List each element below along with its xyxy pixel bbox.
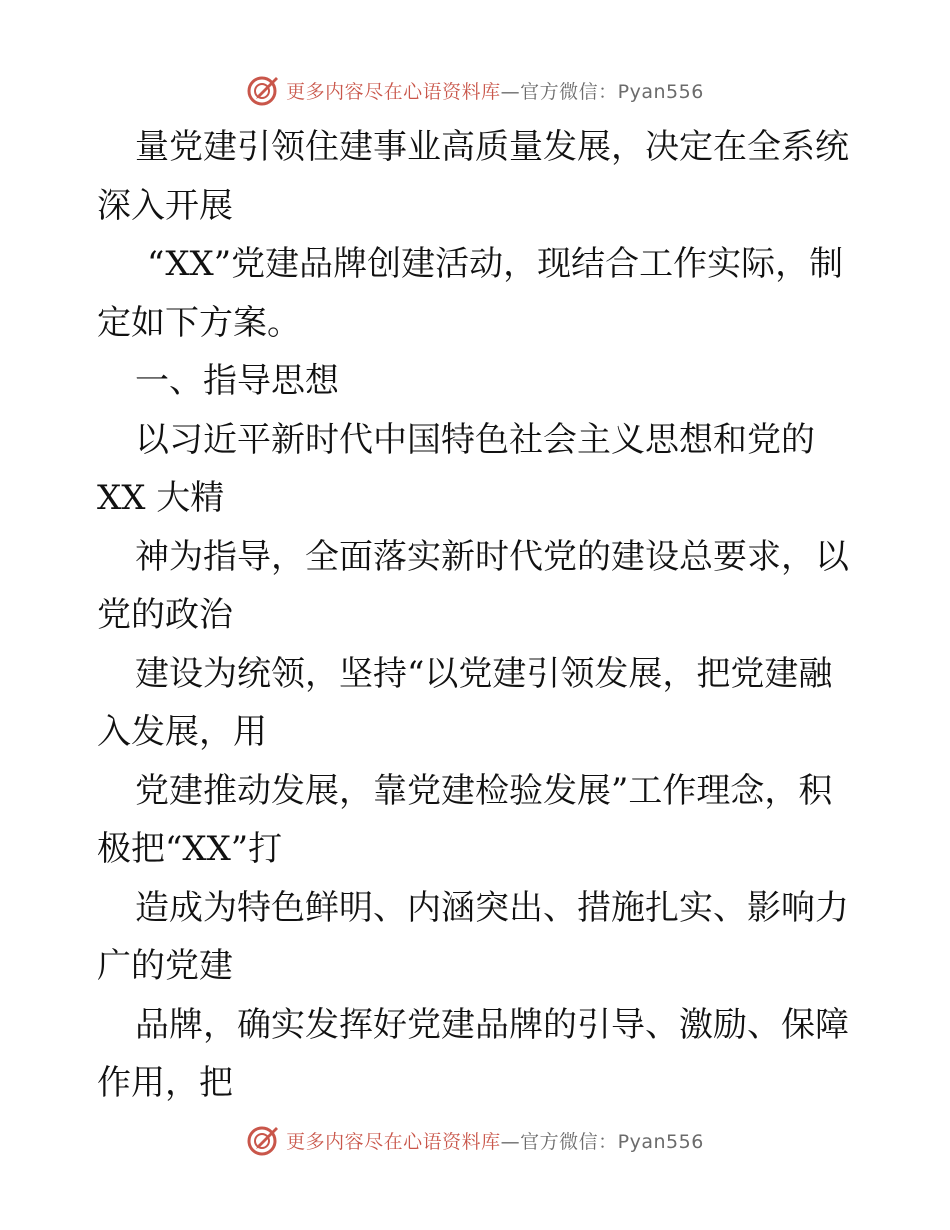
quill-logo-icon [246,1123,280,1157]
header-banner-text: 更多内容尽在心语资料库—官方微信：Pyan556 [286,80,704,103]
body-line: 入发展，用 [97,712,267,752]
body-line: 神为指导，全面落实新时代党的建设总要求，以 [135,536,849,577]
body-line: 建设为统领，坚持“以党建引领发展，把党建融 [135,653,833,694]
footer-banner-text: 更多内容尽在心语资料库—官方微信：Pyan556 [286,1130,704,1153]
body-line: 定如下方案。 [97,302,301,343]
body-line: XX 大精 [97,478,225,518]
body-line: 党的政治 [97,595,233,635]
header-banner [0,70,950,110]
footer-banner [0,1120,950,1160]
quill-logo-icon [246,73,280,107]
body-line: 深入开展 [97,185,233,226]
body-line: 量党建引领住建事业高质量发展，决定在全系统 [135,127,849,167]
section-heading: 一、指导思想 [135,361,339,401]
body-line: “XX”党建品牌创建活动，现结合工作实际，制 [147,244,844,284]
body-line: 广的党建 [97,946,233,986]
body-line: 以习近平新时代中国特色社会主义思想和党的 [135,419,815,460]
body-line: 极把“XX”打 [97,829,283,869]
body-line: 造成为特色鲜明、内涵突出、措施扎实、影响力 [135,887,849,928]
body-line: 党建推动发展，靠党建检验发展”工作理念，积 [135,770,833,811]
body-line: 品牌，确实发挥好党建品牌的引导、激励、保障 [135,1004,849,1045]
body-line: 作用，把 [97,1063,233,1103]
document-body [97,118,857,1113]
